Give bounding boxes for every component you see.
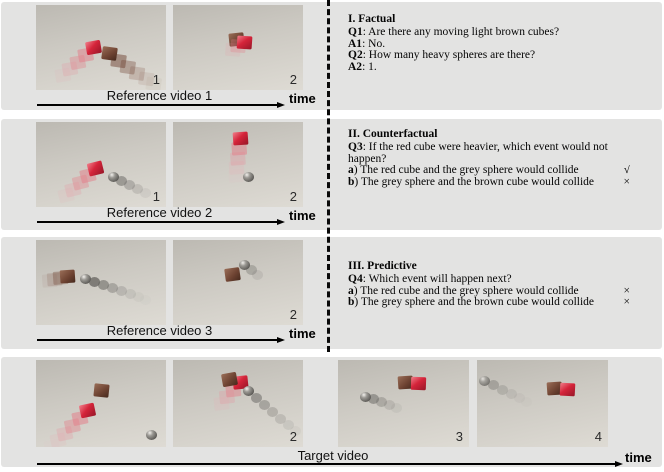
target-video-caption: Target video <box>297 448 369 463</box>
frame-number: 4 <box>594 429 602 444</box>
grey-sphere <box>80 274 91 284</box>
cross-mark: × <box>623 177 630 189</box>
cross-mark: × <box>623 285 630 297</box>
red-cube <box>79 403 96 419</box>
red-cube <box>237 35 253 49</box>
cross-mark: × <box>623 297 630 309</box>
time-arrow <box>37 221 277 223</box>
grey-sphere <box>239 260 250 270</box>
qa-line: A1: No. <box>348 38 386 50</box>
predictive-qa-panel <box>348 261 630 309</box>
video-frame <box>36 122 166 207</box>
qa-section-heading: II. Counterfactual <box>348 128 438 140</box>
brown-cube <box>101 46 118 61</box>
frame-number: 2 <box>289 189 297 204</box>
video-frame <box>173 122 303 207</box>
video-frame <box>477 360 608 447</box>
reference-video-1-caption: Reference video 1 <box>106 88 213 103</box>
qa-line: A2: 1. <box>348 62 377 74</box>
brown-cube <box>60 269 76 283</box>
reference-video-2-caption: Reference video 2 <box>106 205 213 220</box>
dashed-divider <box>327 0 330 352</box>
qa-line: Q4: Which event will happen next? <box>348 273 512 285</box>
video-frame <box>173 240 303 325</box>
reference-video-3-caption: Reference video 3 <box>106 323 213 338</box>
grey-sphere <box>479 376 490 386</box>
video-frame <box>36 5 166 90</box>
qa-answer-option: × b) The grey sphere and the brown cube would collide <box>348 297 630 309</box>
qa-line: Q1: Are there any moving light brown cubes? <box>348 26 560 38</box>
time-arrow <box>37 463 615 465</box>
video-frame <box>338 360 469 447</box>
red-cube <box>233 131 249 145</box>
reference-video-1-row <box>1 2 662 110</box>
check-mark: √ <box>623 165 630 177</box>
time-label: time <box>289 208 316 223</box>
qa-answer-option: × b) The grey sphere and the brown cube would collide <box>348 177 630 189</box>
frame-number: 1 <box>152 72 160 87</box>
factual-qa-panel <box>348 14 630 74</box>
qa-section-heading: I. Factual <box>348 13 396 25</box>
brown-cube <box>224 267 241 282</box>
qa-answer-option: √ a) The red cube and the grey sphere would collide <box>348 165 630 177</box>
target-video-row <box>1 357 662 467</box>
grey-sphere <box>243 172 254 182</box>
grey-sphere <box>108 172 119 182</box>
frame-number: 2 <box>289 307 297 322</box>
grey-sphere <box>360 392 371 402</box>
brown-cube <box>221 372 238 387</box>
time-label: time <box>289 91 316 106</box>
video-frame <box>36 360 166 447</box>
frame-number: 3 <box>455 429 463 444</box>
qa-line: Q2: How many heavy spheres are there? <box>348 50 536 62</box>
red-cube <box>87 160 105 176</box>
grey-sphere <box>243 386 254 396</box>
qa-section-heading: III. Predictive <box>348 260 417 272</box>
red-cube <box>85 40 102 55</box>
time-label: time <box>289 326 316 341</box>
reference-video-3-row <box>1 237 662 349</box>
counterfactual-qa-panel <box>348 129 630 189</box>
frame-number: 2 <box>289 429 297 444</box>
grey-sphere <box>146 430 157 440</box>
time-label: time <box>625 450 652 465</box>
video-frame <box>173 360 303 447</box>
video-frame <box>36 240 166 325</box>
qa-line: Q3: If the red cube were heavier, which event would not happen? <box>348 141 608 165</box>
red-cube <box>411 377 426 391</box>
video-frame <box>173 5 303 90</box>
frame-number: 2 <box>289 72 297 87</box>
time-arrow <box>37 104 277 106</box>
reference-video-2-row <box>1 119 662 230</box>
frame-number: 1 <box>152 189 160 204</box>
brown-cube <box>93 383 109 397</box>
red-cube <box>560 383 576 397</box>
time-arrow <box>37 339 277 341</box>
qa-answer-option: × a) The red cube and the grey sphere would collide <box>348 285 630 297</box>
